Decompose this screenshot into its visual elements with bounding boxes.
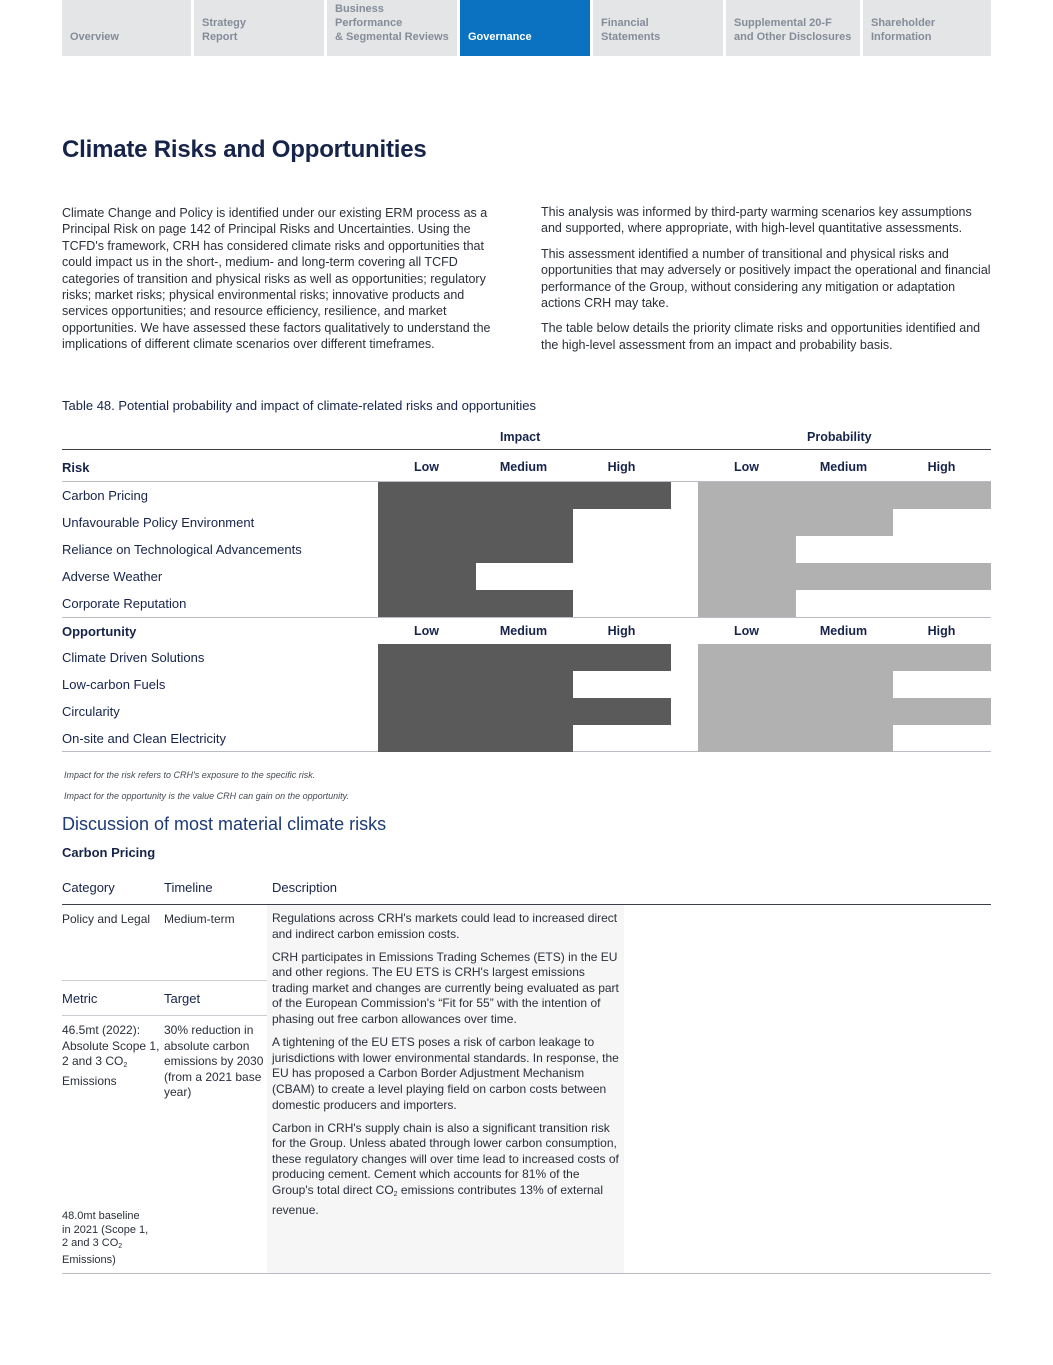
table-bottom-divider bbox=[62, 1273, 991, 1274]
category-value: Policy and Legal bbox=[62, 912, 151, 926]
tab-governance[interactable] bbox=[460, 0, 590, 56]
timeline-header: Timeline bbox=[164, 880, 213, 895]
impact-high-header: High bbox=[607, 460, 636, 474]
impact-bar bbox=[378, 509, 573, 536]
description-paragraph bbox=[272, 1121, 624, 1219]
tab-shareholder-information[interactable] bbox=[863, 0, 991, 56]
tab-business-performance[interactable] bbox=[327, 0, 457, 56]
impact-bar bbox=[378, 725, 573, 752]
subscript: 2 bbox=[393, 1191, 398, 1198]
risk-name: Reliance on Technological Advancements bbox=[62, 542, 302, 557]
tab-label: Governance bbox=[468, 31, 532, 43]
tab-label: Supplemental 20-F and Other Disclosures bbox=[734, 17, 852, 43]
probability-bar bbox=[698, 509, 893, 536]
opportunity-column-header: Opportunity bbox=[62, 624, 137, 639]
description-paragraph: Regulations across CRH's markets could lead to increased direct and indirect carbon emission costs. bbox=[272, 911, 618, 941]
risk-opportunity-table bbox=[62, 424, 991, 752]
probability-bar bbox=[698, 536, 796, 563]
probability-bar bbox=[698, 563, 991, 590]
impact-bar bbox=[378, 482, 671, 509]
description-text-part: emissions contributes 13% of external revenue. bbox=[272, 1183, 604, 1217]
description-header: Description bbox=[272, 880, 338, 895]
tab-label: Strategy Report bbox=[202, 17, 247, 43]
risk-name: Unfavourable Policy Environment bbox=[62, 515, 255, 530]
target-header: Target bbox=[164, 991, 201, 1006]
description-text bbox=[272, 911, 624, 1226]
impact-bar bbox=[378, 590, 573, 617]
impact-bar bbox=[378, 698, 671, 725]
impact-group-label: Impact bbox=[500, 430, 541, 444]
subscript: 2 bbox=[123, 1062, 128, 1070]
risk-row bbox=[62, 509, 991, 536]
risk-name: Adverse Weather bbox=[62, 569, 163, 584]
probability-group-label: Probability bbox=[807, 430, 872, 444]
probability-bar bbox=[698, 644, 991, 671]
footnote: Impact for the risk refers to CRH's exposure to the specific risk. bbox=[64, 770, 316, 780]
risk-row bbox=[62, 482, 991, 509]
description-text-part: Carbon in CRH's supply chain is also a significant transition risk for the Group. Unless abated through lower carbon consumption, these regulatory changes will over time lead to increased costs of producing cement. Cement which accounts for 81% of the Group's total direct CO bbox=[272, 1120, 619, 1197]
opportunity-header-row bbox=[62, 617, 991, 644]
category-header: Category bbox=[62, 880, 115, 895]
probability-bar bbox=[698, 482, 991, 509]
table-caption: Table 48. Potential probability and impact of climate-related risks and opportunities bbox=[62, 398, 537, 413]
intro-paragraph: Climate Change and Policy is identified under our existing ERM process as a Principal Risk on page 142 of Principal Risks and Uncertainties. Using the TCFD's framework, CRH has considered climate risks and opportunities that could impact us in the short-, medium- and long-term covering all TCFD categories of transition and physical risks as well as opportunities; regulatory risks; market risks; physical environmental risks; innovative products and services opportunities; and resource efficiency, resilience, and market opportunities. We have assessed these factors qualitatively to understand the implications of different climate scenarios over different timeframes. bbox=[62, 206, 491, 352]
risk-column-header: Risk bbox=[62, 460, 90, 475]
impact-low-header: Low bbox=[414, 460, 439, 474]
opportunity-row bbox=[62, 725, 991, 752]
risk-row bbox=[62, 590, 991, 617]
tab-label: Shareholder Information bbox=[871, 17, 936, 43]
intro-paragraph: This assessment identified a number of transitional and physical risks and opportunities that may adversely or positively impact the operational and financial performance of the Group, without considering any mitigation or adaptation actions CRH may take. bbox=[541, 246, 991, 311]
opportunity-row bbox=[62, 698, 991, 725]
probability-medium-header: Medium bbox=[819, 624, 868, 638]
tab-financial-statements[interactable] bbox=[593, 0, 723, 56]
opportunity-row bbox=[62, 671, 991, 698]
intro-paragraph: The table below details the priority climate risks and opportunities identified and the high-level assessment from an impact and probability basis. bbox=[541, 321, 981, 352]
footnote: Impact for the opportunity is the value CRH can gain on the opportunity. bbox=[64, 791, 349, 801]
impact-low-header: Low bbox=[414, 624, 439, 638]
impact-bar bbox=[378, 671, 573, 698]
probability-bar bbox=[698, 671, 893, 698]
opportunity-name: Climate Driven Solutions bbox=[62, 650, 205, 665]
probability-bar bbox=[698, 698, 991, 725]
metric-header: Metric bbox=[62, 991, 98, 1006]
baseline-text: Emissions) bbox=[62, 1253, 116, 1266]
timeline-value: Medium-term bbox=[164, 912, 235, 926]
probability-medium-header: Medium bbox=[819, 460, 868, 474]
impact-bar bbox=[378, 563, 476, 590]
probability-low-header: Low bbox=[734, 624, 759, 638]
discussion-subtitle: Carbon Pricing bbox=[62, 845, 156, 860]
metric-divider bbox=[62, 1015, 267, 1016]
baseline-value bbox=[62, 1210, 150, 1267]
subscript: 2 bbox=[118, 1243, 123, 1251]
baseline-text: 48.0mt baseline in 2021 (Scope 1, 2 and 3 CO bbox=[62, 1210, 149, 1250]
impact-medium-header: Medium bbox=[499, 460, 548, 474]
intro-paragraph: This analysis was informed by third-party warming scenarios key assumptions and supported, where appropriate, with high-level quantitative assessments. bbox=[541, 205, 972, 236]
probability-low-header: Low bbox=[734, 460, 759, 474]
description-paragraph: A tightening of the EU ETS poses a risk of carbon leakage to jurisdictions with lower environmental standards. In response, the EU has proposed a Carbon Border Adjustment Mechanism (CBAM) to create a level playing field on carbon costs between domestic producers and importers. bbox=[272, 1035, 619, 1112]
probability-bar bbox=[698, 725, 893, 752]
target-value: 30% reduction in absolute carbon emissions by 2030 (from a 2021 base year) bbox=[164, 1023, 264, 1100]
tab-label: Financial Statements bbox=[601, 17, 661, 43]
discussion-title: Discussion of most material climate risks bbox=[62, 814, 387, 834]
top-navigation bbox=[62, 0, 991, 56]
opportunity-row bbox=[62, 644, 991, 671]
metric-value bbox=[62, 1023, 160, 1089]
risk-row bbox=[62, 563, 991, 590]
intro-right-column bbox=[541, 204, 991, 362]
opportunity-name: Low-carbon Fuels bbox=[62, 677, 166, 692]
probability-high-header: High bbox=[927, 624, 956, 638]
metric-divider bbox=[62, 980, 267, 981]
description-paragraph: CRH participates in Emissions Trading Schemes (ETS) in the EU and other regions. The EU ETS is CRH's largest emissions trading market and changes are currently being evaluated as part of the European Commission's “Fit for 55” with the intention of phasing out free carbon allowances over time. bbox=[272, 949, 619, 1027]
tab-overview[interactable] bbox=[62, 0, 191, 56]
impact-bar bbox=[378, 536, 573, 563]
tab-strategy-report[interactable] bbox=[194, 0, 324, 56]
probability-high-header: High bbox=[927, 460, 956, 474]
opportunity-name: On-site and Clean Electricity bbox=[62, 731, 227, 746]
risk-row bbox=[62, 536, 991, 563]
tab-label: Business Performance & Segmental Reviews bbox=[335, 3, 449, 43]
risk-name: Corporate Reputation bbox=[62, 596, 187, 611]
metric-text: Emissions bbox=[62, 1073, 117, 1088]
group-header-row bbox=[62, 424, 991, 450]
risk-header-row bbox=[62, 450, 991, 482]
opportunity-name: Circularity bbox=[62, 704, 120, 719]
probability-bar bbox=[698, 590, 796, 617]
impact-high-header: High bbox=[607, 624, 636, 638]
risk-name: Carbon Pricing bbox=[62, 488, 148, 503]
impact-bar bbox=[378, 644, 671, 671]
tab-supplemental-20f[interactable] bbox=[726, 0, 860, 56]
tab-label: Overview bbox=[70, 31, 119, 43]
metric-text: 46.5mt (2022): Absolute Scope 1, 2 and 3 CO bbox=[62, 1023, 160, 1069]
page-title: Climate Risks and Opportunities bbox=[62, 136, 427, 163]
impact-medium-header: Medium bbox=[499, 624, 548, 638]
